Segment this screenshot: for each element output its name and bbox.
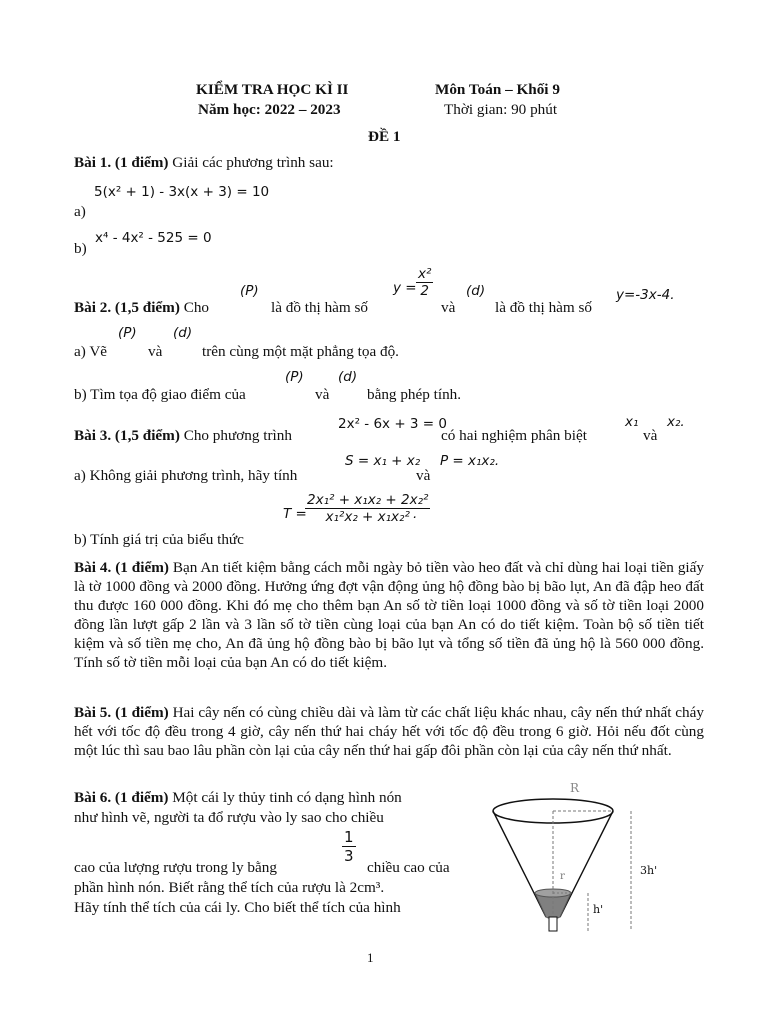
bai3-x2: x₂. — [667, 414, 685, 430]
bai2-text1: là đồ thị hàm số — [271, 299, 369, 316]
bai6-line3a: cao của lượng rượu trong ly bằng — [74, 859, 277, 876]
exam-code: ĐỀ 1 — [368, 128, 401, 145]
bai3-a-va: và — [416, 467, 431, 484]
bai2-a-d: (d) — [173, 325, 193, 341]
duration: Thời gian: 90 phút — [444, 101, 558, 118]
page-number: 1 — [367, 950, 374, 965]
bai1-a-equation: 5(x² + 1) - 3x(x + 3) = 10 — [94, 184, 270, 200]
bai3-T-lhs: T = — [283, 506, 307, 522]
bai3-P: P = x₁x₂. — [440, 453, 500, 469]
bai1-a-label: a) — [74, 203, 86, 220]
bai2-y-eq: y = — [393, 280, 417, 296]
bai2-b-rest: bằng phép tính. — [367, 386, 462, 403]
bai2-a-rest: trên cùng một mặt phẳng tọa độ. — [202, 343, 399, 360]
bai2-b-text: b) Tìm tọa độ giao điểm của — [74, 386, 246, 403]
fig-label-R: R — [570, 781, 580, 795]
bai3-b-text: b) Tính giá trị của biểu thức — [74, 531, 244, 548]
bai2-va: và — [441, 299, 456, 316]
bai2-heading: Bài 2. (1,5 điểm) Cho — [74, 299, 210, 316]
bai6-line2: như hình vẽ, người ta đổ rượu vào ly sao cho chiều — [74, 809, 384, 826]
bai5-paragraph: Bài 5. (1 điểm) Hai cây nến có cùng chiều dài và làm từ các chất liệu khác nhau, cây nến thứ nhất cháy hết với tốc độ đều trong 4 giờ, cây nến thứ hai cháy hết với tốc độ đều trong 6 giờ. Hỏi nếu đốt cùng một lúc thì sau bao lâu phần còn lại của cây nến thứ hai gấp đôi phần còn lại của cây nến thứ nhất. — [74, 704, 704, 759]
bai3-va: và — [643, 427, 658, 444]
bai3-a-text: a) Không giải phương trình, hãy tính — [74, 467, 298, 484]
glass-stem — [549, 917, 557, 931]
bai1-heading: Bài 1. (1 điểm) Giải các phương trình sau: — [74, 154, 334, 171]
bai2-a-text: a) Vẽ — [74, 343, 108, 360]
bai2-b-d: (d) — [338, 369, 358, 385]
bai3-x1: x₁ — [625, 414, 639, 430]
fig-label-r: r — [560, 871, 565, 882]
bai3-heading: Bài 3. (1,5 điểm) Cho phương trình — [74, 427, 292, 444]
fig-label-3h: 3h' — [640, 864, 658, 877]
bai2-fraction: $\frac{\text{x²}}{2}$ — [418, 266, 432, 299]
bai2-text2: là đồ thị hàm số — [495, 299, 593, 316]
exam-title: KIỂM TRA HỌC KÌ II — [196, 81, 349, 98]
bai3-T-end: . — [413, 506, 418, 522]
bai2-d: (d) — [466, 283, 486, 299]
cone-glass-figure — [490, 775, 710, 945]
subject: Môn Toán – Khối 9 — [435, 81, 560, 98]
bai6-line5: Hãy tính thể tích của cái ly. Cho biết thể tích của hình — [74, 899, 401, 916]
bai6-line4: phần hình nón. Biết rằng thể tích của rượu là 2cm³. — [74, 879, 385, 896]
cone-right-edge — [560, 811, 613, 917]
bai2-a-P: (P) — [118, 325, 137, 341]
bai3-text2: có hai nghiệm phân biệt — [441, 427, 587, 444]
bai2-line-eq: y=-3x-4. — [616, 287, 675, 303]
bai1-b-equation: x⁴ - 4x² - 525 = 0 — [95, 230, 212, 246]
cone-left-edge — [493, 811, 546, 917]
bai3-T-fraction: $\frac{\text{2x₁² + x₁x₂ + 2x₂²}}{\text{x₁²x₂ + x₁x₂²}}$ — [307, 492, 429, 525]
bai6-fraction: $\frac{1}{3}$ — [344, 828, 354, 865]
bai3-equation: 2x² - 6x + 3 = 0 — [338, 416, 447, 432]
bai1-b-label: b) — [74, 240, 87, 257]
bai3-S: S = x₁ + x₂ — [345, 453, 421, 469]
bai2-b-P: (P) — [285, 369, 304, 385]
bai2-b-va: và — [315, 386, 330, 403]
bai6-line3b: chiều cao của — [367, 859, 450, 876]
bai2-a-va: và — [148, 343, 163, 360]
school-year: Năm học: 2022 – 2023 — [198, 101, 341, 118]
bai4-paragraph: Bài 4. (1 điểm) Bạn An tiết kiệm bằng cách mỗi ngày bỏ tiền vào heo đất và chỉ dùng hai loại tiền giấy là tờ 1000 đồng và 2000 đồng. Hưởng ứng đợt vận động ủng hộ đồng bào bị bão lụt, An đã đập heo đất thu được 160 000 đồng. Khi đó mẹ cho thêm bạn An số tờ tiền loại 1000 đồng và số tờ tiền loại 2000 đồng lần lượt gấp 2 lần và 3 lần số tờ tiền cùng loại của bạn An có do tiết kiệm. Toàn bộ số tiền tiết kiệm và số tiền mẹ cho, An đã ủng hộ đồng bào bị bão lụt và tổng số tiền đã ủng hộ là 560 000 đồng. Tính số tờ tiền mỗi loại của bạn An có do tiết kiệm. — [74, 559, 704, 671]
bai2-P: (P) — [240, 283, 259, 299]
fig-label-h: h' — [593, 903, 604, 916]
bai6-line1: Bài 6. (1 điểm) Một cái ly thủy tinh có dạng hình nón — [74, 789, 402, 806]
